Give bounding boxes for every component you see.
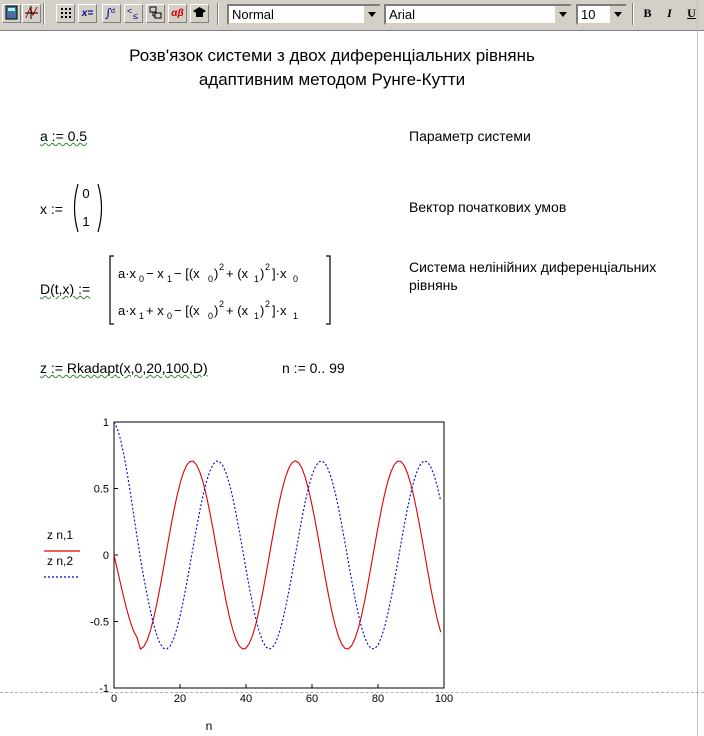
programming-icon[interactable] [146, 4, 165, 23]
svg-text:0: 0 [139, 274, 145, 284]
x-tick-label: 40 [239, 693, 253, 705]
svg-text:a·x: a·x [118, 303, 137, 318]
svg-text:): ) [214, 303, 219, 318]
svg-text:2: 2 [265, 299, 271, 309]
svg-text:2: 2 [219, 299, 225, 309]
size-select[interactable] [576, 4, 627, 25]
line-chart[interactable] [30, 410, 460, 736]
svg-text:1: 1 [139, 311, 145, 321]
svg-text:1: 1 [254, 274, 260, 284]
y-tick-label: -1 [99, 683, 109, 695]
svg-text:<: < [127, 6, 133, 16]
svg-text:d: d [111, 8, 115, 15]
a-definition[interactable] [40, 128, 87, 144]
font-select-value: Arial [389, 7, 416, 22]
svg-text:0: 0 [208, 311, 214, 321]
D-comment[interactable]: Система нелінійних диференціальних рівнянь [409, 259, 657, 293]
D-matrix [108, 254, 332, 326]
z-definition[interactable] [40, 360, 208, 376]
italic-button[interactable]: I [667, 6, 672, 20]
svg-text:+ (x: + (x [226, 303, 249, 318]
font-select[interactable] [384, 4, 572, 25]
svg-text:0: 0 [293, 274, 299, 284]
style-select[interactable] [227, 4, 381, 25]
n-definition[interactable]: n := 0.. 99 [282, 360, 345, 376]
toolbar [0, 0, 704, 31]
svg-text:+ (x: + (x [226, 266, 249, 281]
x-tick-label: 20 [173, 693, 187, 705]
svg-text:− [(x: − [(x [174, 303, 200, 318]
page-title-line2: адаптивним методом Рунге-Кутти [198, 70, 466, 89]
y-tick-label: -0.5 [90, 616, 109, 629]
svg-text:): ) [260, 303, 265, 318]
x-comment[interactable]: Вектор початкових умов [409, 199, 567, 215]
z-definition-text: z := Rkadapt(x,0,20,100,D) [40, 360, 208, 376]
graph-icon[interactable] [22, 4, 41, 23]
svg-text:): ) [214, 266, 219, 281]
svg-text:− [(x: − [(x [174, 266, 200, 281]
svg-text:≤: ≤ [133, 11, 138, 20]
svg-text:+ x: + x [146, 303, 164, 318]
a-comment[interactable]: Параметр системи [409, 128, 531, 144]
D-definition-lhs[interactable] [40, 281, 90, 297]
calculator-icon[interactable] [2, 4, 21, 23]
chevron-down-icon[interactable] [609, 6, 625, 23]
x-vector-element-1: 1 [82, 214, 90, 229]
page-margin-line [697, 0, 698, 736]
x-tick-label: 100 [434, 693, 454, 705]
style-select-value: Normal [232, 7, 274, 22]
toolbar-separator [43, 3, 45, 25]
x-definition-lhs[interactable]: x := [40, 201, 63, 217]
svg-text:2: 2 [265, 262, 271, 272]
x-vector-element-0: 0 [82, 186, 90, 201]
matrix-icon[interactable] [56, 4, 75, 23]
svg-text:]·x: ]·x [272, 303, 287, 318]
chevron-down-icon[interactable] [363, 6, 379, 23]
y-tick-label: 1 [102, 417, 109, 429]
calculus-icon[interactable] [102, 4, 121, 23]
svg-text:): ) [260, 266, 265, 281]
svg-text:1: 1 [293, 311, 299, 321]
a-definition-text: a := 0.5 [40, 128, 88, 144]
y-tick-label: 0 [102, 550, 109, 562]
svg-text:0: 0 [208, 274, 214, 284]
x-tick-label: 0 [110, 693, 118, 705]
boolean-icon[interactable] [124, 4, 143, 23]
symbolic-icon[interactable] [190, 4, 209, 23]
legend-label-1: z n,1 [47, 528, 74, 542]
legend-label-2: z n,2 [47, 554, 74, 568]
chevron-down-icon[interactable] [554, 6, 570, 23]
series-line-2 [114, 422, 441, 649]
svg-text:a·x: a·x [118, 266, 137, 281]
D-definition-lhs-text: D(t,x) := [40, 281, 91, 297]
svg-text:0: 0 [167, 311, 173, 321]
evaluation-icon[interactable]: x= [78, 4, 97, 23]
svg-text:1: 1 [254, 311, 260, 321]
svg-text:2: 2 [219, 262, 225, 272]
underline-button[interactable]: U [687, 6, 696, 20]
page-title-line1: Розв'язок системи з двох диференціальних рівнянь [129, 46, 535, 65]
x-vector-parens [70, 182, 106, 234]
x-axis-label: n [205, 719, 213, 733]
svg-text:]·x: ]·x [272, 266, 287, 281]
x-tick-label: 80 [371, 693, 385, 705]
greek-icon[interactable]: αβ [168, 4, 187, 23]
svg-text:− x: − x [146, 266, 164, 281]
svg-text:∫: ∫ [105, 6, 112, 20]
series-line-1 [114, 461, 441, 649]
toolbar-separator [217, 3, 219, 25]
x-tick-label: 60 [305, 693, 319, 705]
y-tick-label: 0.5 [93, 483, 109, 496]
toolbar-separator [632, 3, 634, 25]
svg-text:1: 1 [167, 274, 173, 284]
bold-button[interactable]: B [643, 6, 652, 20]
size-select-value: 10 [581, 7, 596, 22]
